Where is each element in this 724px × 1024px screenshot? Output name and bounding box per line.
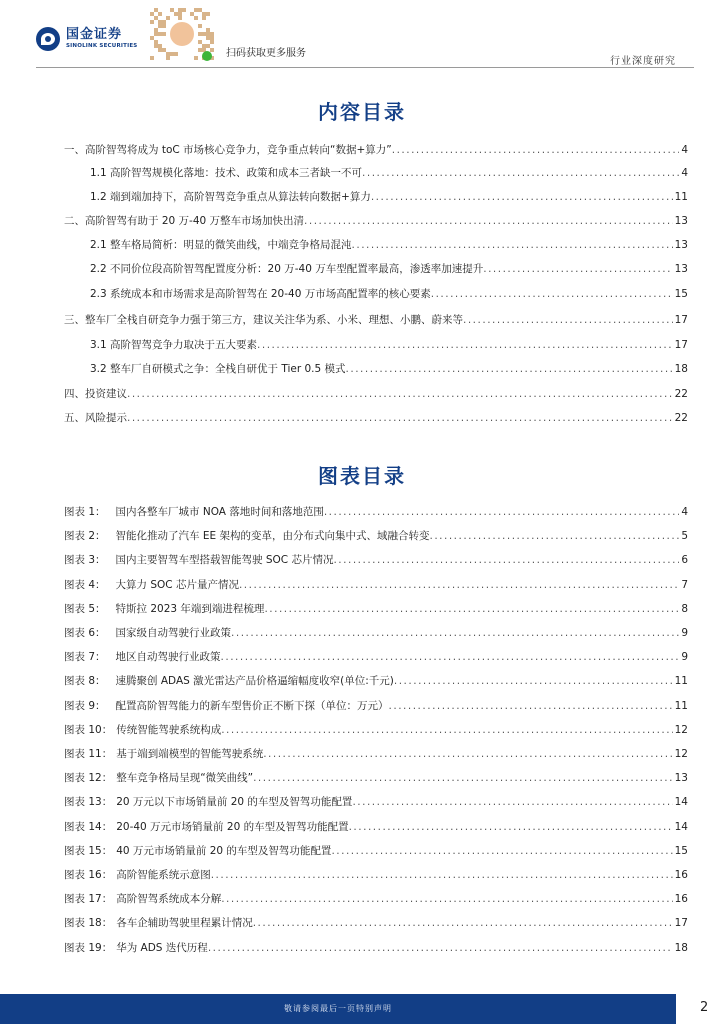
figure-entry[interactable] bbox=[64, 892, 688, 906]
figure-entry-number: 图表 3： bbox=[64, 554, 106, 567]
leader-dots bbox=[392, 143, 680, 157]
figures-title: 图表目录 bbox=[318, 464, 406, 488]
leader-dots bbox=[331, 844, 672, 858]
figure-entry-text: 国内各整车厂城市 NOA 落地时间和落地范围 bbox=[115, 506, 324, 518]
toc-entry-page: 17 bbox=[674, 314, 688, 326]
leader-dots bbox=[239, 578, 679, 592]
figure-entry-text: 高阶智能系统示意图 bbox=[116, 869, 211, 881]
toc-entry-label: 四、投资建议 bbox=[64, 388, 127, 400]
leader-dots bbox=[483, 262, 672, 276]
figure-entry-page: 14 bbox=[674, 820, 688, 833]
toc-entry[interactable] bbox=[64, 411, 688, 425]
leader-dots bbox=[429, 529, 679, 543]
figure-entry-page: 4 bbox=[681, 506, 688, 518]
figure-entry-text: 20-40 万元市场销量前 20 的车型及智驾功能配置 bbox=[116, 820, 349, 833]
figure-entry[interactable] bbox=[64, 553, 688, 567]
figure-entry-number: 图表 16： bbox=[64, 869, 113, 881]
leader-dots bbox=[352, 795, 672, 809]
figure-entry-page: 12 bbox=[674, 748, 688, 760]
qr-avatar-icon bbox=[168, 20, 196, 48]
toc-entry-label: 3.1 高阶智驾竞争力取决于五大要素 bbox=[90, 339, 258, 351]
header-divider bbox=[36, 67, 694, 68]
leader-dots bbox=[333, 553, 679, 567]
toc-entry[interactable] bbox=[90, 338, 688, 352]
figure-entry-number: 图表 5： bbox=[64, 602, 106, 615]
leader-dots bbox=[127, 387, 673, 401]
toc-entry[interactable] bbox=[64, 143, 688, 157]
figure-entry-text: 传统智能驾驶系统构成 bbox=[116, 723, 222, 736]
leader-dots bbox=[253, 771, 673, 785]
figure-entry[interactable] bbox=[64, 529, 688, 543]
figure-entry-number: 图表 4： bbox=[64, 578, 106, 591]
leader-dots bbox=[208, 941, 673, 955]
toc-entry[interactable] bbox=[90, 190, 688, 204]
toc-entry[interactable] bbox=[90, 166, 688, 180]
figure-entry[interactable] bbox=[64, 602, 688, 616]
toc-entry-page: 11 bbox=[674, 191, 688, 203]
leader-dots bbox=[231, 626, 679, 640]
toc-entry-label: 1.1 高阶智驾规模化落地：技术、政策和成本三者缺一不可 bbox=[90, 167, 363, 179]
figure-entry[interactable] bbox=[64, 650, 688, 664]
toc-entry-label: 3.2 整车厂自研模式之争：全栈自研优于 Tier 0.5 模式 bbox=[90, 363, 346, 375]
leader-dots bbox=[263, 747, 672, 761]
leader-dots bbox=[394, 674, 673, 688]
figure-entry-text: 配置高阶智驾能力的新车型售价正不断下探（单位：万元） bbox=[115, 699, 389, 712]
toc-entry[interactable] bbox=[90, 238, 688, 252]
figure-entry-number: 图表 11： bbox=[64, 748, 113, 760]
figure-entry-page: 17 bbox=[674, 917, 688, 930]
figure-entry[interactable] bbox=[64, 820, 688, 834]
toc-entry-label: 五、风险提示 bbox=[64, 412, 127, 424]
figure-entry-text: 智能化推动了汽车 EE 架构的变革，由分布式向集中式、域融合转变 bbox=[115, 530, 430, 543]
toc-entry-page: 4 bbox=[681, 167, 688, 179]
toc-entry-label: 2.3 系统成本和市场需求是高阶智驾在 20-40 万市场高配置率的核心要素 bbox=[90, 288, 431, 300]
toc-entry-page: 13 bbox=[674, 263, 688, 275]
leader-dots bbox=[389, 699, 673, 713]
leader-dots bbox=[346, 362, 673, 376]
page-number: 2 bbox=[700, 1000, 709, 1015]
toc-entry[interactable] bbox=[64, 214, 688, 228]
toc-entry-label: 1.2 端到端加持下，高阶智驾竞争重点从算法转向数据+算力 bbox=[90, 191, 371, 203]
figure-entry[interactable] bbox=[64, 578, 688, 592]
toc-entry[interactable] bbox=[90, 262, 688, 276]
leader-dots bbox=[362, 166, 679, 180]
figure-entry-number: 图表 12： bbox=[64, 772, 113, 785]
figure-entry-number: 图表 13： bbox=[64, 796, 113, 809]
leader-dots bbox=[431, 287, 673, 301]
toc-entry-label: 二、高阶智驾有助于 20 万-40 万整车市场加快出清 bbox=[64, 215, 305, 227]
leader-dots bbox=[221, 650, 680, 664]
figure-entry-page: 7 bbox=[681, 578, 688, 591]
figure-entry-number: 图表 8： bbox=[64, 675, 106, 688]
figure-entry[interactable] bbox=[64, 626, 688, 640]
figure-entry-text: 40 万元市场销量前 20 的车型及智驾功能配置 bbox=[116, 844, 332, 857]
figure-entry-text: 特斯拉 2023 年端到端进程梳理 bbox=[115, 602, 265, 615]
sinolink-logo bbox=[36, 27, 137, 51]
figure-entry-number: 图表 6： bbox=[64, 627, 106, 639]
figure-entry-number: 图表 10： bbox=[64, 723, 113, 736]
leader-dots bbox=[257, 338, 673, 352]
figure-entry[interactable] bbox=[64, 795, 688, 809]
leader-dots bbox=[352, 238, 673, 252]
figure-entry-number: 图表 2： bbox=[64, 530, 106, 543]
toc-entry-page: 13 bbox=[674, 215, 688, 227]
figure-entry-text: 整车竞争格局呈现“微笑曲线” bbox=[116, 772, 254, 785]
figure-entry[interactable] bbox=[64, 674, 688, 688]
logo-cn-text: 国金证券 bbox=[66, 27, 123, 42]
toc-entry[interactable] bbox=[90, 287, 688, 301]
figure-entry-number: 图表 18： bbox=[64, 917, 113, 930]
figure-entry-number: 图表 7： bbox=[64, 651, 106, 664]
figure-entry-text: 基于端到端模型的智能驾驶系统 bbox=[116, 748, 264, 760]
figure-entry-number: 图表 19： bbox=[64, 941, 113, 954]
figure-entry-text: 国家级自动驾驶行业政策 bbox=[115, 627, 232, 639]
toc-entry[interactable] bbox=[64, 387, 688, 401]
leader-dots bbox=[371, 190, 673, 204]
logo-en-text: SINOLINK SECURITIES bbox=[66, 43, 138, 49]
figure-entry[interactable] bbox=[64, 699, 688, 713]
toc-entry[interactable] bbox=[64, 313, 688, 327]
figure-entry[interactable] bbox=[64, 505, 688, 519]
figure-entry[interactable] bbox=[64, 723, 688, 737]
toc-entry-page: 18 bbox=[674, 363, 688, 375]
leader-dots bbox=[221, 892, 672, 906]
figure-entry-text: 大算力 SOC 芯片量产情况 bbox=[115, 578, 239, 591]
figure-entry-number: 图表 17： bbox=[64, 893, 113, 906]
toc-entry-label: 2.1 整车格局简析：明显的微笑曲线，中端竞争格局混沌 bbox=[90, 239, 352, 251]
figure-entry-text: 高阶智驾系统成本分解 bbox=[116, 893, 222, 906]
toc-entry-label: 2.2 不同价位段高阶智驾配置度分析：20 万-40 万车型配置率最高，渗透率加速提升 bbox=[90, 263, 484, 275]
page-header bbox=[0, 0, 724, 68]
figure-entry-page: 6 bbox=[681, 554, 688, 567]
figure-entry-text: 20 万元以下市场销量前 20 的车型及智驾功能配置 bbox=[116, 796, 353, 809]
figure-entry-page: 14 bbox=[674, 796, 688, 809]
figure-entry[interactable] bbox=[64, 747, 688, 761]
toc-entry-label: 一、高阶智驾将成为 toC 市场核心竞争力，竞争重点转向“数据+算力” bbox=[64, 144, 392, 156]
toc-entry-page: 17 bbox=[674, 339, 688, 351]
report-type-label: 行业深度研究 bbox=[610, 56, 676, 67]
toc-entry-page: 4 bbox=[681, 144, 688, 156]
toc-entry-label: 三、整车厂全栈自研竞争力强于第三方，建议关注华为系、小米、理想、小鹏、蔚来等 bbox=[64, 314, 463, 326]
figure-entry[interactable] bbox=[64, 844, 688, 858]
leader-dots bbox=[264, 602, 679, 616]
figure-entry-page: 5 bbox=[681, 530, 688, 543]
figure-entry-page: 13 bbox=[674, 772, 688, 785]
figure-entry-page: 8 bbox=[681, 602, 688, 615]
toc-entry-page: 22 bbox=[674, 412, 688, 424]
toc-entry-page: 15 bbox=[674, 288, 688, 300]
figure-entry-page: 9 bbox=[681, 627, 688, 639]
figure-entry-page: 16 bbox=[674, 869, 688, 881]
leader-dots bbox=[127, 411, 673, 425]
figure-entry[interactable] bbox=[64, 771, 688, 785]
figure-entry-number: 图表 1： bbox=[64, 506, 106, 518]
toc-entry[interactable] bbox=[90, 362, 688, 376]
scan-service-text: 扫码获取更多服务 bbox=[226, 48, 306, 59]
leader-dots bbox=[221, 723, 672, 737]
figure-entry-page: 16 bbox=[674, 893, 688, 906]
figure-entry-text: 华为 ADS 迭代历程 bbox=[116, 941, 208, 954]
figure-entry-page: 9 bbox=[681, 651, 688, 664]
figure-entry-page: 11 bbox=[674, 675, 688, 688]
figure-entry-text: 速腾聚创 ADAS 激光雷达产品价格逼缩幅度收窄(单位:千元) bbox=[115, 675, 394, 688]
leader-dots bbox=[304, 214, 673, 228]
figure-entry-page: 11 bbox=[674, 699, 688, 712]
leader-dots bbox=[324, 505, 679, 519]
leader-dots bbox=[349, 820, 673, 834]
figure-entry-number: 图表 15： bbox=[64, 844, 113, 857]
figure-entry-text: 国内主要智驾车型搭载智能驾驶 SOC 芯片情况 bbox=[115, 554, 334, 567]
figure-entry[interactable] bbox=[64, 868, 688, 882]
wechat-badge-icon bbox=[202, 51, 212, 61]
figure-entry-number: 图表 14： bbox=[64, 820, 113, 833]
figure-entry-page: 12 bbox=[674, 723, 688, 736]
toc-entry-page: 13 bbox=[674, 239, 688, 251]
leader-dots bbox=[253, 916, 673, 930]
toc-title: 内容目录 bbox=[318, 100, 406, 124]
logo-mark-icon bbox=[36, 27, 60, 51]
footer-disclaimer: 敬请参阅最后一页特别声明 bbox=[284, 1004, 392, 1013]
figure-entry-page: 18 bbox=[674, 941, 688, 954]
figure-entry[interactable] bbox=[64, 916, 688, 930]
qr-code-icon[interactable] bbox=[150, 8, 214, 62]
figure-entry-text: 各车企辅助驾驶里程累计情况 bbox=[116, 917, 253, 930]
leader-dots bbox=[211, 868, 673, 882]
figure-entry-number: 图表 9： bbox=[64, 699, 106, 712]
leader-dots bbox=[463, 313, 673, 327]
toc-entry-page: 22 bbox=[674, 388, 688, 400]
figure-entry-page: 15 bbox=[674, 844, 688, 857]
figure-entry-text: 地区自动驾驶行业政策 bbox=[115, 651, 221, 664]
figure-entry[interactable] bbox=[64, 941, 688, 955]
